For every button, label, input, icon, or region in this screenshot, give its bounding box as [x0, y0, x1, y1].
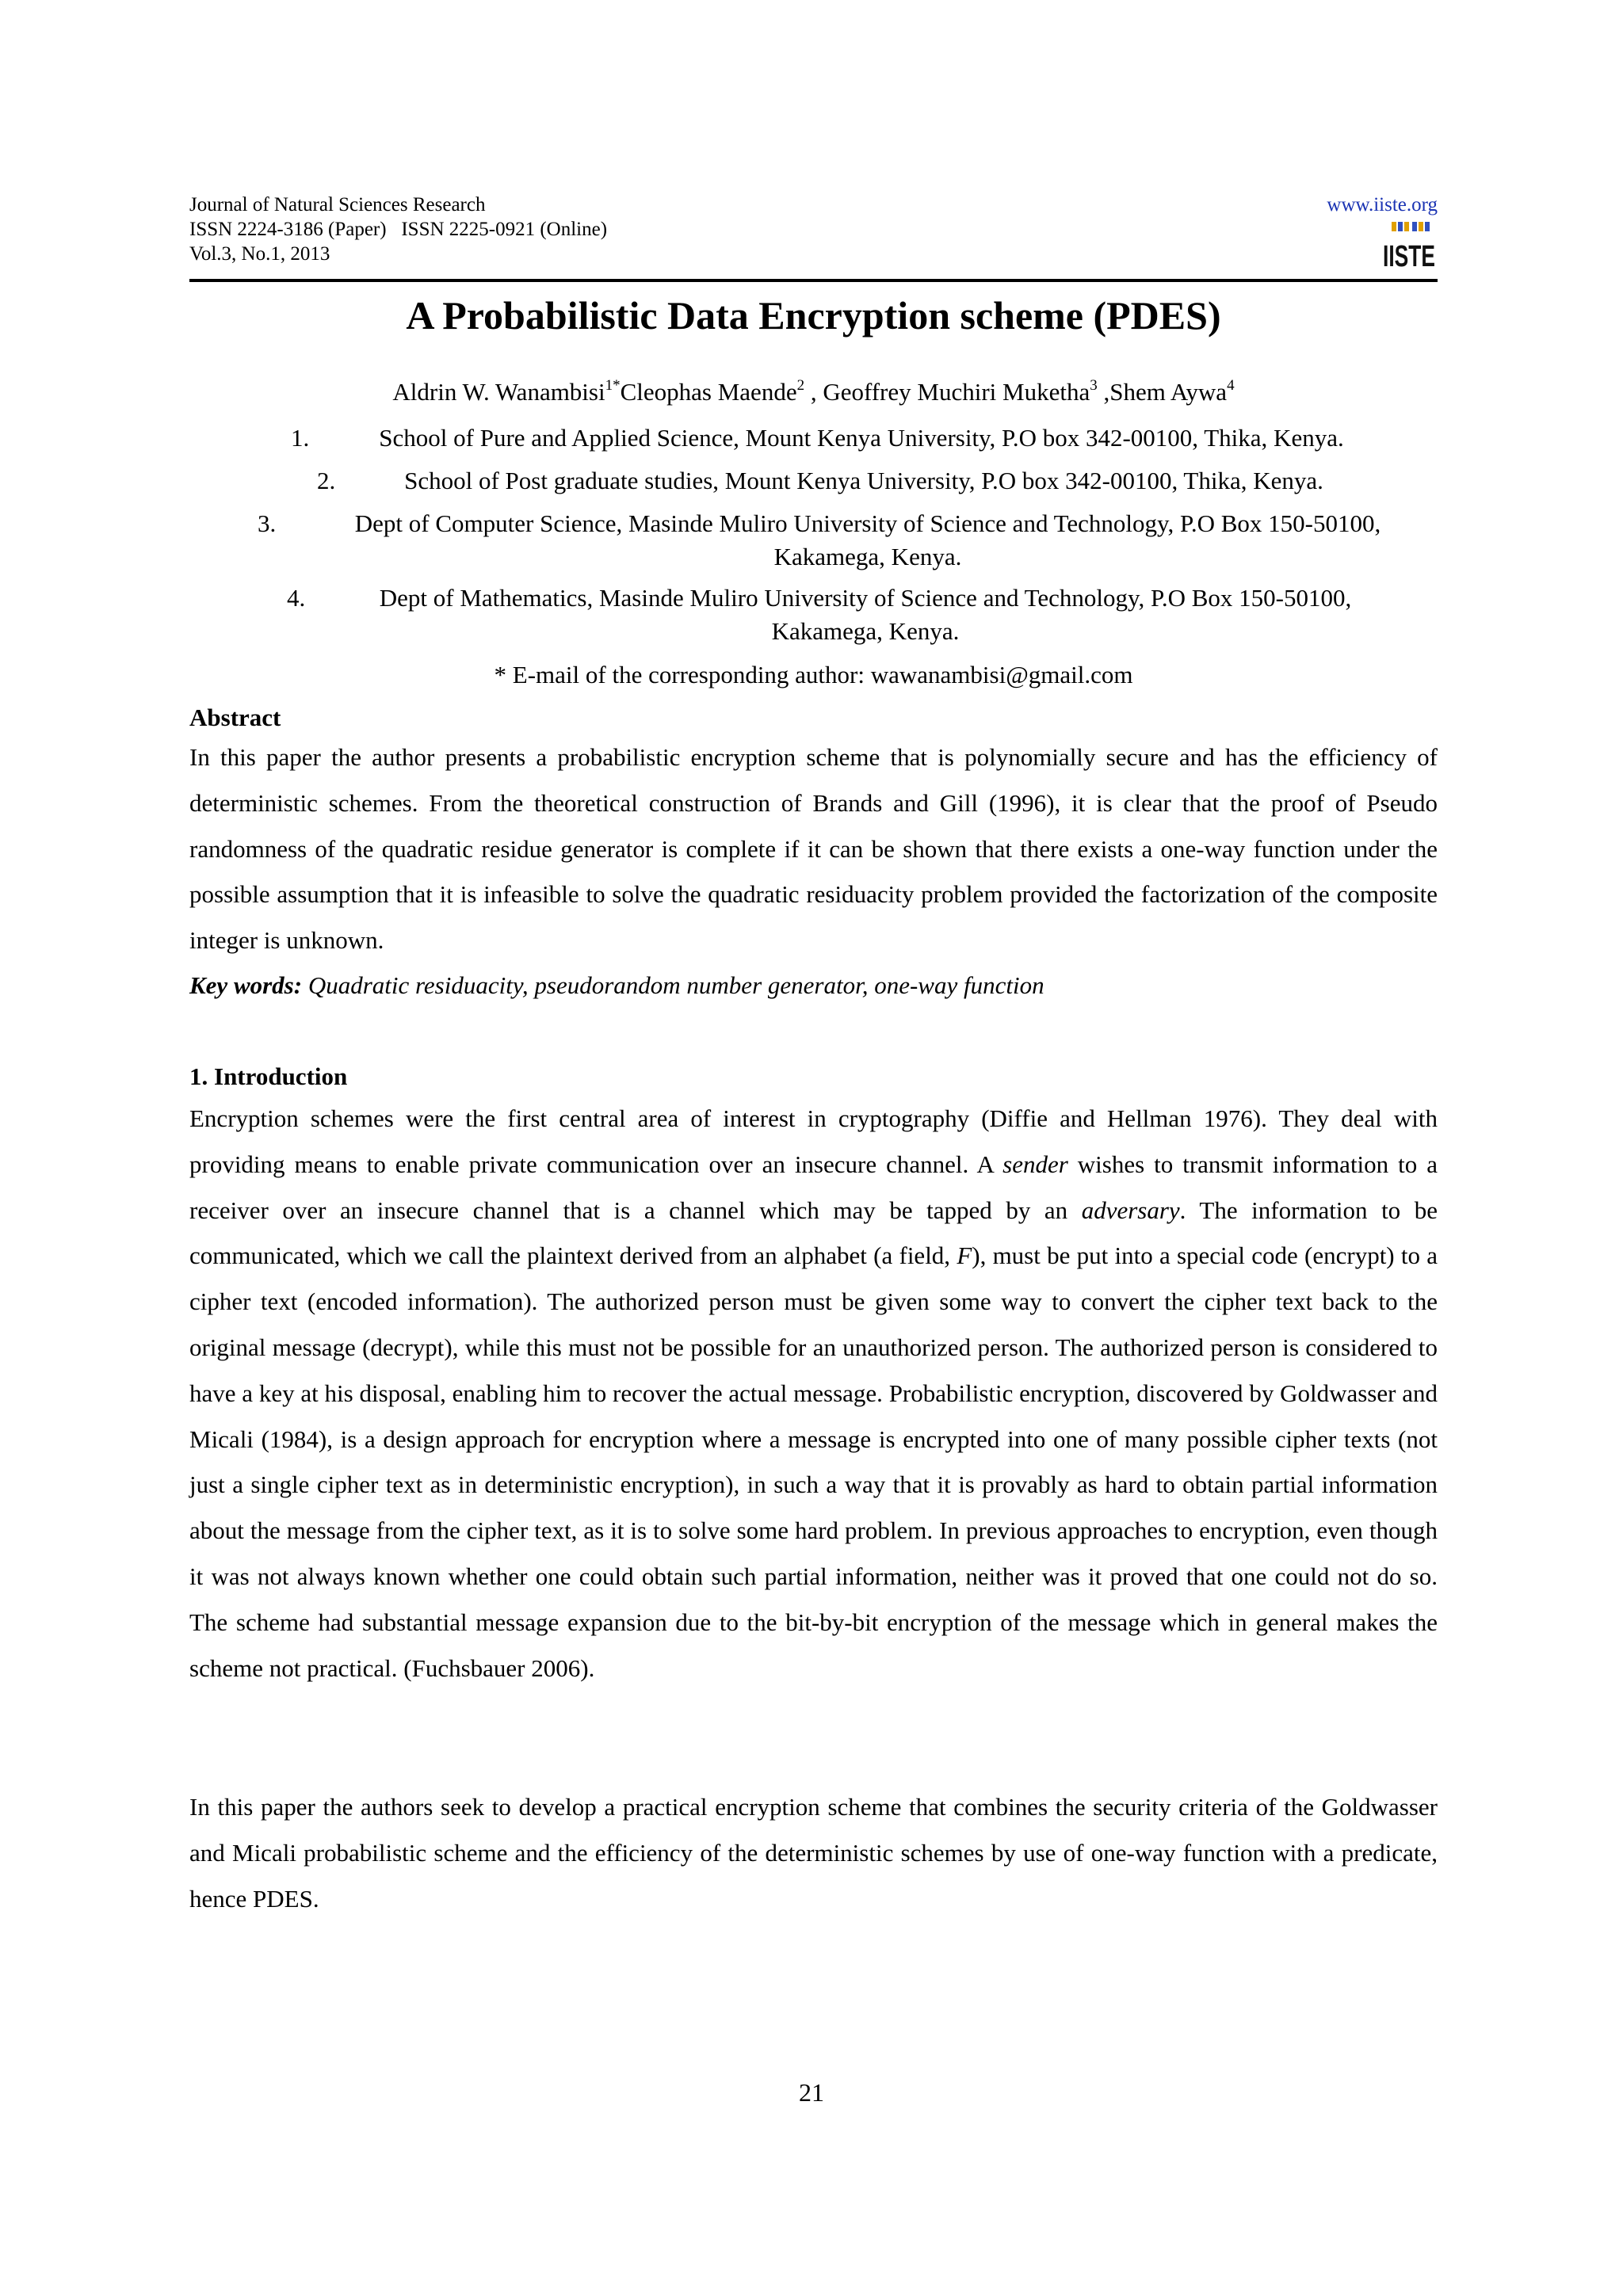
page-number: 21	[799, 2078, 824, 2107]
journal-volume: Vol.3, No.1, 2013	[189, 243, 330, 265]
author-1-mark: 1*	[605, 377, 621, 394]
abstract-text: In this paper the author presents a probabilistic encryption scheme that is polynomially secure and has the efficiency of deterministic schemes. From the theoretical construction of Brands and Gill (1996), it is clear that the proof of Pseudo randomness of the quadratic residue generator is complete if it can be shown that there exists a one-way function under the possible assumption that it is infeasible to solve the quadratic residuacity problem provided the factorization of the composite integer is unknown.	[189, 743, 1438, 955]
affiliation-text: Dept of Mathematics, Masinde Muliro University of Science and Technology, P.O Box 150-50100,	[379, 584, 1352, 612]
corresponding-email: * E-mail of the corresponding author: wawanambisi@gmail.com	[494, 661, 1133, 688]
journal-issn: ISSN 2224-3186 (Paper) ISSN 2225-0921 (Online)	[189, 219, 608, 240]
abstract-heading: Abstract	[189, 704, 281, 731]
affiliation-text-cont: Kakamega, Kenya.	[773, 543, 962, 570]
svg-text:IISTE: IISTE	[1383, 240, 1435, 273]
author-2: Cleophas Maende	[620, 378, 797, 406]
author-3-mark: 3	[1090, 377, 1098, 394]
intro-term-sender: sender	[1002, 1150, 1068, 1178]
author-list	[189, 376, 1438, 409]
affiliation-number: 4.	[287, 584, 306, 612]
intro-text: Encryption schemes were the first central area of interest in cryptography (Diffie and Hellman 1976). They deal with providing means to enable private communication over an insecure channel. A	[189, 1104, 1438, 1178]
paper-title: A Probabilistic Data Encryption scheme (PDES)	[406, 293, 1221, 338]
author-4: ,Shem Aywa	[1097, 378, 1228, 406]
affiliation-number: 3.	[258, 509, 277, 537]
affiliation-1	[291, 421, 1384, 455]
affiliation-3	[258, 507, 1430, 574]
keywords	[189, 969, 1044, 1002]
affiliation-text: School of Post graduate studies, Mount Kenya University, P.O box 342-00100, Thika, Kenya.	[404, 467, 1323, 494]
intro-paragraph-1	[189, 1096, 1438, 1691]
author-4-mark: 4	[1227, 377, 1235, 394]
intro-text: . The information to be communicated, which we call the plaintext derived from an alphabet (a field,	[189, 1196, 1438, 1270]
intro-paragraph-2: In this paper the authors seek to develop a practical encryption scheme that combines the security criteria of the Goldwasser and Micali probabilistic scheme and the efficiency of the deterministic schemes by use of one-way function with a predicate, hence PDES.	[189, 1793, 1438, 1913]
author-3: , Geoffrey Muchiri Muketha	[804, 378, 1090, 406]
publisher-url[interactable]: www.iiste.org	[1327, 194, 1438, 215]
journal-header	[189, 193, 607, 266]
affiliation-number: 2.	[317, 467, 336, 494]
intro-term-adversary: adversary	[1081, 1196, 1180, 1224]
affiliation-4	[287, 582, 1396, 648]
affiliation-2	[317, 464, 1363, 498]
keywords-text: Quadratic residuacity, pseudorandom number generator, one-way function	[302, 971, 1044, 999]
affiliation-text: School of Pure and Applied Science, Mount Kenya University, P.O box 342-00100, Thika, Kenya.	[379, 424, 1344, 452]
publisher-header	[1327, 193, 1438, 277]
intro-text: wishes to transmit information to a receiver over an insecure channel that is a channel which may be tapped by an	[189, 1150, 1438, 1224]
intro-term-field: F	[957, 1241, 972, 1270]
affiliation-text-cont: Kakamega, Kenya.	[771, 617, 960, 645]
journal-name: Journal of Natural Sciences Research	[189, 194, 486, 215]
affiliation-text: Dept of Computer Science, Masinde Muliro University of Science and Technology, P.O Box 150-50100,	[354, 509, 1381, 537]
affiliation-number: 1.	[291, 424, 310, 452]
intro-text: ), must be put into a special code (encrypt) to a cipher text (encoded information). The authorized person must be given some way to convert the cipher text back to the original message (decrypt), while this must not be possible for an unauthorized person. The authorized person is considered to have a key at his disposal, enabling him to recover the actual message. Probabilistic encryption, discovered by Goldwasser and Micali (1984), is a design approach for encryption where a message is encrypted into one of many possible cipher texts (not just a single cipher text as in deterministic encryption), in such a way that it is provably as hard to obtain partial information about the message from the cipher text, as it is to solve some hard problem. In previous approaches to encryption, even though it was not always known whether one could obtain such partial information, neither was it proved that one could not do so. The scheme had substantial message expansion due to the bit-by-bit encryption of the message which in general makes the scheme not practical. (Fuchsbauer 2006).	[189, 1241, 1438, 1682]
iiste-logo-icon	[1381, 220, 1438, 273]
keywords-label: Key words:	[189, 971, 303, 999]
author-2-mark: 2	[796, 377, 805, 394]
header-rule	[189, 279, 1438, 282]
author-1: Aldrin W. Wanambisi	[392, 378, 605, 406]
section-heading-introduction: 1. Introduction	[189, 1062, 348, 1090]
